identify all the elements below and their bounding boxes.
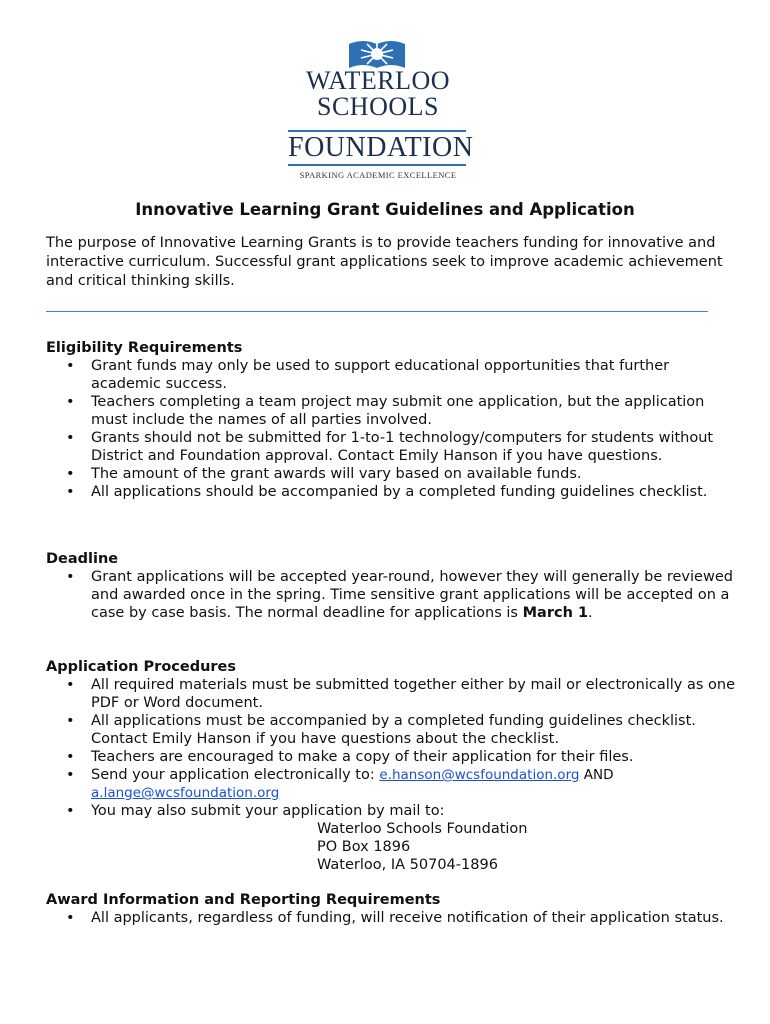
logo-line-schools: SCHOOLS	[317, 92, 439, 121]
list-item: • All required materials must be submitted together either by mail or electronically as one PDF or Word document.	[46, 676, 736, 712]
address-line: PO Box 1896	[317, 839, 411, 855]
list-item: • Teachers completing a team project may submit one application, but the application must include the names of all parties involved.	[46, 393, 736, 429]
list-item	[46, 568, 736, 622]
list-item	[46, 766, 736, 802]
and-text: AND	[579, 767, 614, 783]
list-item	[46, 802, 736, 874]
address-line: Waterloo, IA 50704-1896	[317, 857, 498, 873]
deadline-list	[46, 568, 736, 622]
list-item: • All applications must be accompanied by a completed funding guidelines checklist. Contact Emily Hanson if you have questions about the checklist.	[46, 712, 736, 748]
logo-tagline: SPARKING ACADEMIC EXCELLENCE	[299, 170, 457, 180]
logo-rule-bottom	[288, 164, 466, 166]
list-item: • Grants should not be submitted for 1-to-1 technology/computers for students without District and Foundation approval. Contact Emily Hanson if you have questions.	[46, 429, 736, 465]
sun-book-icon	[347, 36, 407, 70]
logo-line-foundation: FOUNDATION	[288, 132, 474, 163]
award-section	[46, 891, 736, 927]
divider	[46, 311, 708, 312]
procedures-list	[46, 676, 736, 874]
email-link-lange[interactable]: a.lange@wcsfoundation.org	[91, 785, 280, 801]
address-line: Waterloo Schools Foundation	[317, 821, 528, 837]
logo-line-waterloo: WATERLOO	[305, 66, 451, 95]
procedures-section	[46, 658, 736, 874]
foundation-logo	[288, 36, 474, 182]
list-item: • All applications should be accompanied by a completed funding guidelines checklist.	[46, 483, 736, 501]
send-text: Send your application electronically to:	[91, 767, 380, 783]
deadline-section	[46, 550, 736, 622]
eligibility-heading: Eligibility Requirements	[46, 340, 243, 356]
eligibility-section	[46, 339, 736, 501]
page-title: Innovative Learning Grant Guidelines and Application	[135, 200, 635, 219]
deadline-heading: Deadline	[46, 551, 119, 567]
mail-text: You may also submit your application by mail to:	[91, 803, 445, 819]
award-heading: Award Information and Reporting Requirements	[46, 892, 441, 908]
award-list	[46, 909, 736, 927]
deadline-date: March 1	[522, 605, 589, 621]
eligibility-list	[46, 357, 736, 501]
deadline-text: Grant applications will be accepted year-round, however they will generally be reviewed and awarded once in the spring. Time sensitive grant applications will be accepted on a case by case basis. The normal deadline for applications is	[91, 569, 733, 621]
list-item: • All applicants, regardless of funding, will receive notification of their application status.	[46, 909, 736, 927]
list-item: • Grant funds may only be used to support educational opportunities that further academic success.	[46, 357, 736, 393]
mailing-address	[91, 820, 736, 874]
list-item: • Teachers are encouraged to make a copy of their application for their files.	[46, 748, 736, 766]
email-link-hanson[interactable]: e.hanson@wcsfoundation.org	[379, 767, 580, 783]
intro-paragraph: The purpose of Innovative Learning Grants is to provide teachers funding for innovative and interactive curriculum. Successful grant applications seek to improve academic achievement and critical thinking skills.	[46, 235, 723, 289]
list-item: • The amount of the grant awards will vary based on available funds.	[46, 465, 736, 483]
procedures-heading: Application Procedures	[46, 659, 237, 675]
deadline-end: .	[588, 605, 593, 621]
